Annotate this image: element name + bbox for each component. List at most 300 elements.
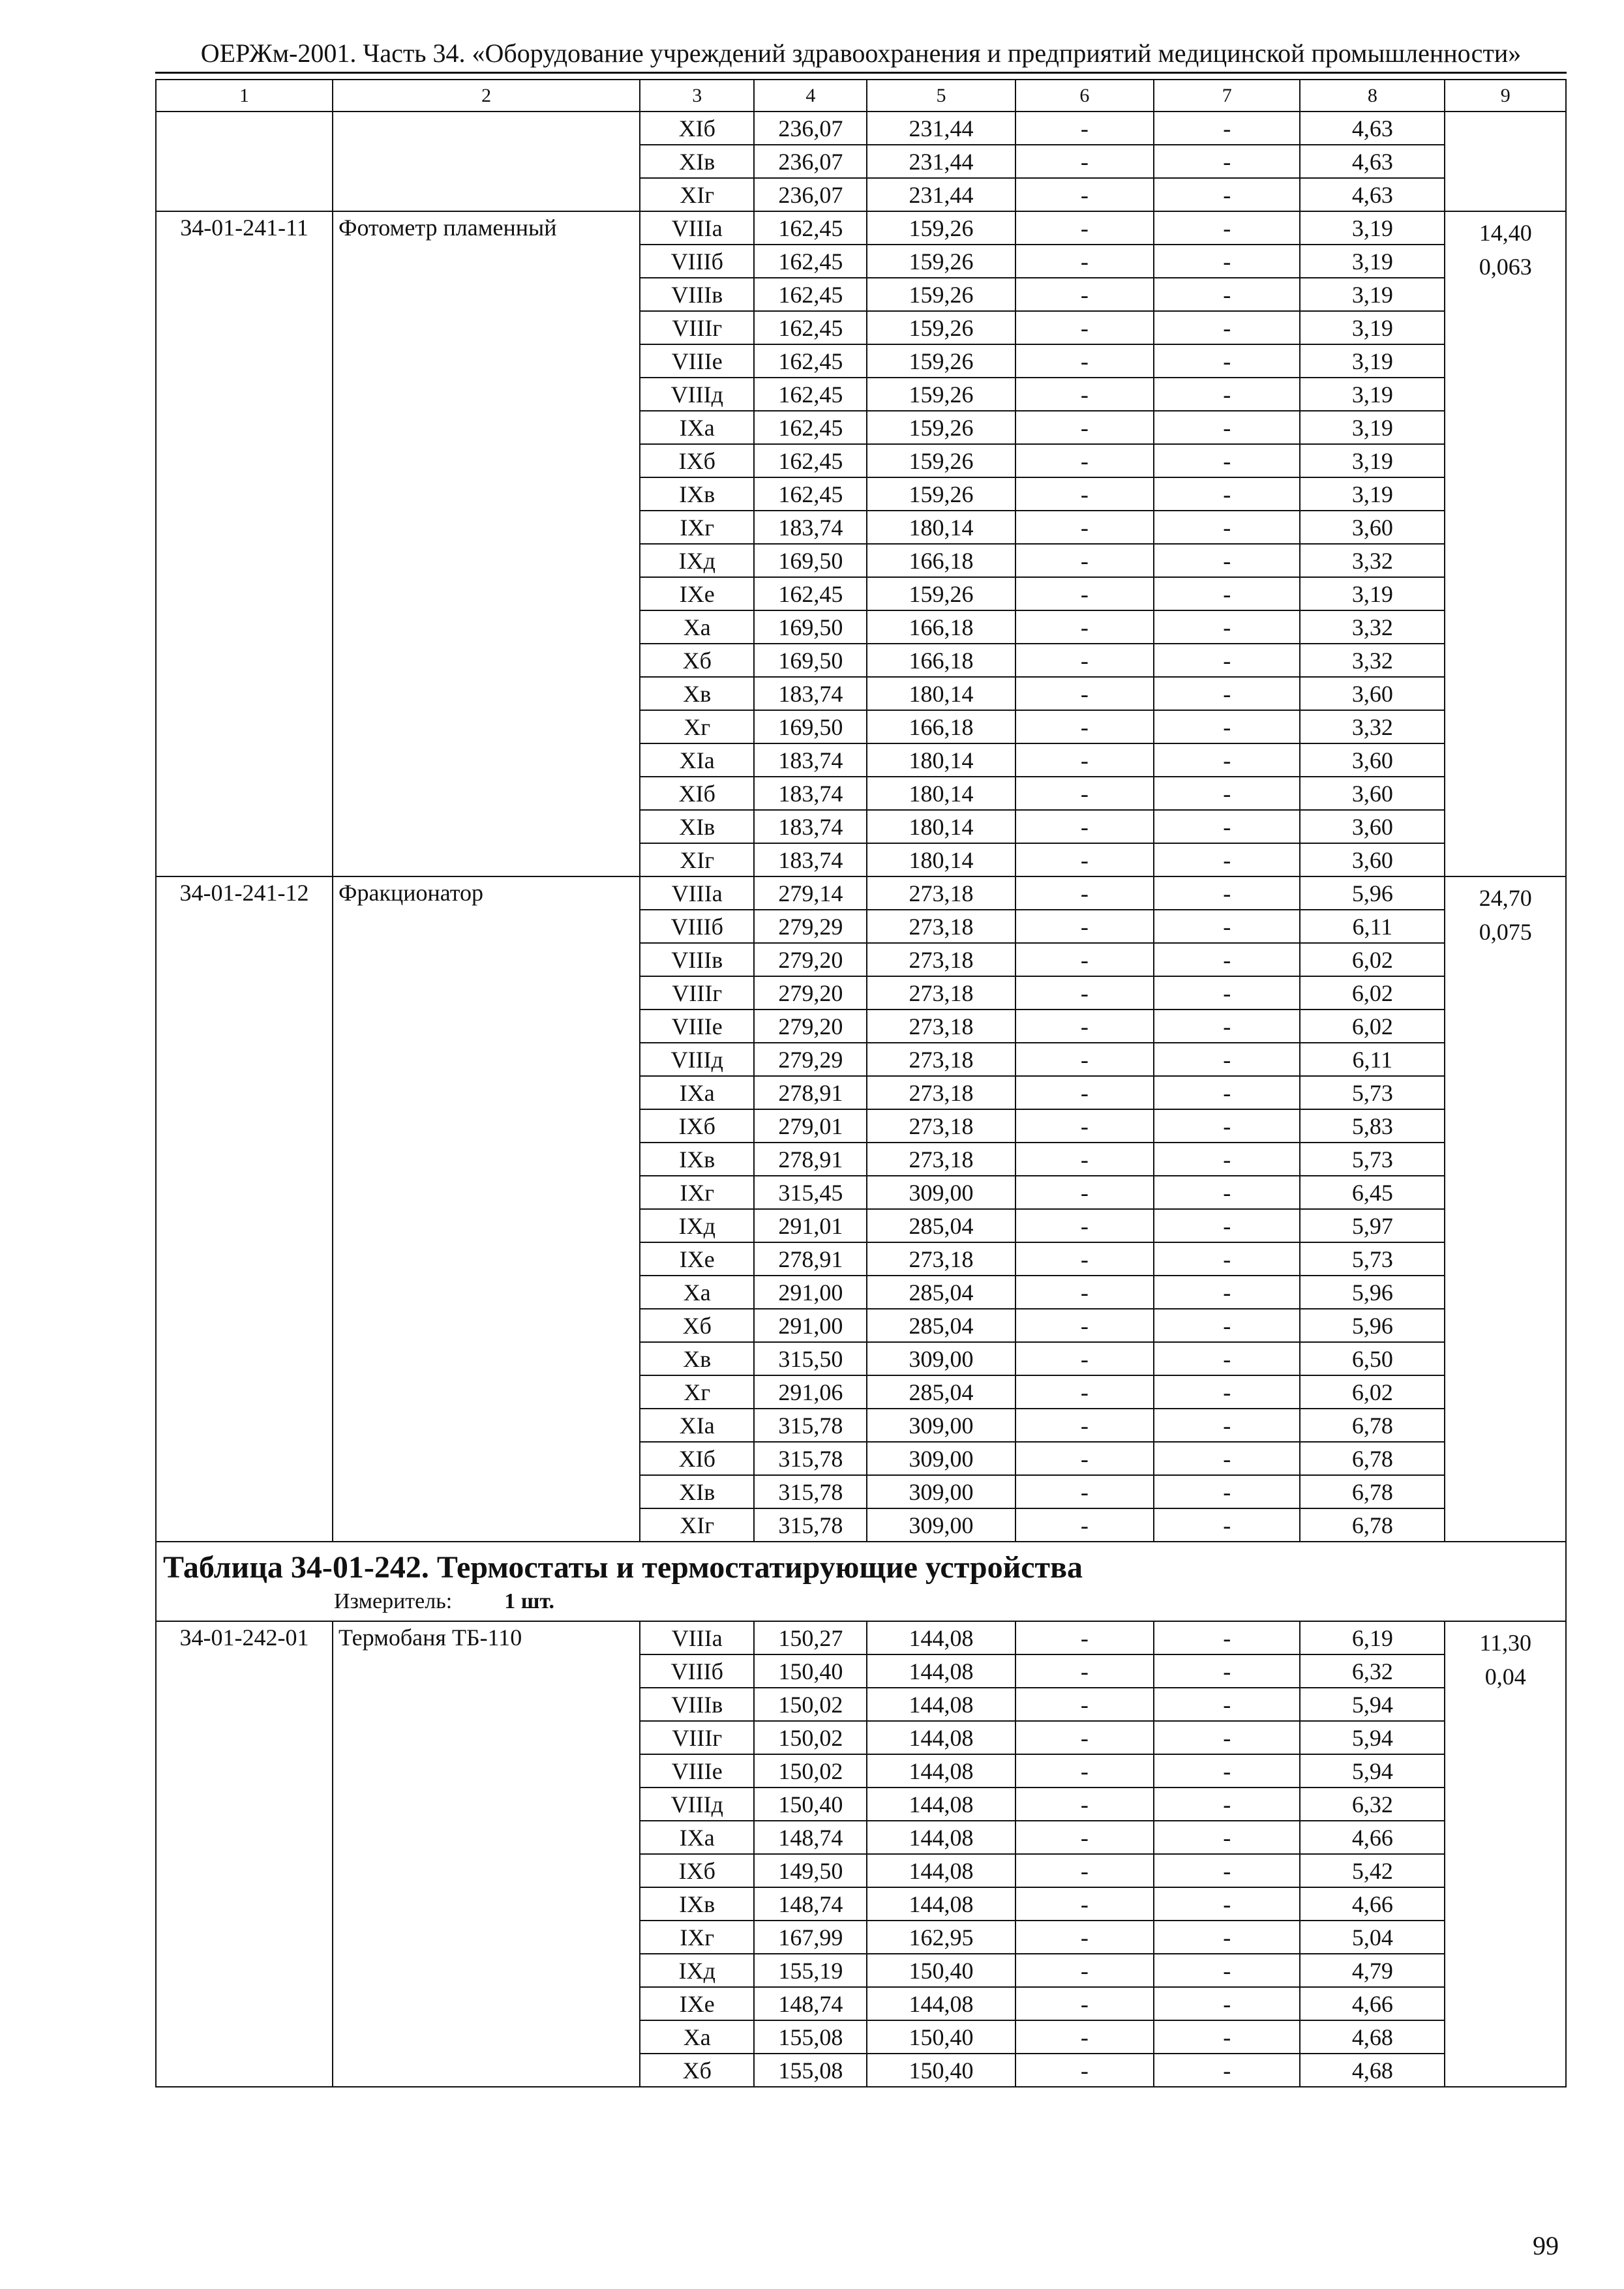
cost-total-cell: 183,74	[754, 743, 867, 777]
column-number: 4	[754, 80, 867, 112]
cost-material-cell: 3,32	[1300, 610, 1445, 644]
cost-wage-cell: 144,08	[867, 1688, 1015, 1721]
cost-wage-cell: 309,00	[867, 1342, 1015, 1375]
cost-material-cell: 6,02	[1300, 943, 1445, 976]
zone-cell: IXв	[640, 1143, 754, 1176]
cost-driver-cell: -	[1154, 1887, 1300, 1921]
cost-wage-cell: 273,18	[867, 1010, 1015, 1043]
column-number: 1	[156, 80, 333, 112]
cost-material-cell: 5,73	[1300, 1242, 1445, 1276]
cost-machine-cell: -	[1015, 1442, 1154, 1475]
cost-driver-cell: -	[1154, 145, 1300, 178]
cost-driver-cell: -	[1154, 777, 1300, 810]
cost-material-cell: 4,66	[1300, 1987, 1445, 2020]
cost-total-cell: 279,14	[754, 876, 867, 910]
cost-total-cell: 150,02	[754, 1688, 867, 1721]
cost-material-cell: 6,78	[1300, 1409, 1445, 1442]
rates-table	[155, 79, 1567, 2087]
cost-material-cell: 3,60	[1300, 511, 1445, 544]
zone-cell: VIIIв	[640, 278, 754, 311]
item-name: Фракционатор	[333, 876, 640, 1542]
cost-total-cell: 162,45	[754, 378, 867, 411]
zone-cell: Xв	[640, 677, 754, 710]
cost-total-cell: 315,50	[754, 1342, 867, 1375]
cost-material-cell: 4,66	[1300, 1887, 1445, 1921]
zone-cell: XIа	[640, 743, 754, 777]
column-number: 6	[1015, 80, 1154, 112]
cost-total-cell: 183,74	[754, 777, 867, 810]
item-name	[333, 112, 640, 211]
cost-total-cell: 150,40	[754, 1788, 867, 1821]
cost-total-cell: 236,07	[754, 178, 867, 211]
cost-material-cell: 3,60	[1300, 677, 1445, 710]
cost-total-cell: 183,74	[754, 511, 867, 544]
cost-material-cell: 5,96	[1300, 876, 1445, 910]
cost-wage-cell: 285,04	[867, 1209, 1015, 1242]
cost-material-cell: 3,19	[1300, 577, 1445, 610]
column-number: 9	[1445, 80, 1566, 112]
cost-total-cell: 162,45	[754, 444, 867, 477]
cost-driver-cell: -	[1154, 610, 1300, 644]
cost-wage-cell: 180,14	[867, 743, 1015, 777]
cost-machine-cell: -	[1015, 577, 1154, 610]
cost-total-cell: 162,45	[754, 211, 867, 245]
zone-cell: VIIIе	[640, 1754, 754, 1788]
cost-material-cell: 3,19	[1300, 211, 1445, 245]
cost-driver-cell: -	[1154, 411, 1300, 444]
header-rule	[155, 72, 1567, 74]
cost-driver-cell: -	[1154, 1242, 1300, 1276]
zone-cell: IXг	[640, 511, 754, 544]
cost-total-cell: 169,50	[754, 644, 867, 677]
cost-material-cell: 6,19	[1300, 1621, 1445, 1654]
cost-machine-cell: -	[1015, 677, 1154, 710]
cost-total-cell: 291,06	[754, 1375, 867, 1409]
cost-wage-cell: 159,26	[867, 344, 1015, 378]
cost-machine-cell: -	[1015, 1721, 1154, 1754]
zone-cell: XIг	[640, 843, 754, 876]
cost-material-cell: 3,19	[1300, 311, 1445, 344]
cost-wage-cell: 162,95	[867, 1921, 1015, 1954]
cost-machine-cell: -	[1015, 1688, 1154, 1721]
cost-machine-cell: -	[1015, 1788, 1154, 1821]
cost-driver-cell: -	[1154, 976, 1300, 1010]
cost-wage-cell: 159,26	[867, 211, 1015, 245]
cost-total-cell: 155,19	[754, 1954, 867, 1987]
cost-total-cell: 183,74	[754, 843, 867, 876]
cost-driver-cell: -	[1154, 1654, 1300, 1688]
cost-machine-cell: -	[1015, 344, 1154, 378]
cost-machine-cell: -	[1015, 1375, 1154, 1409]
cost-total-cell: 169,50	[754, 610, 867, 644]
cost-driver-cell: -	[1154, 943, 1300, 976]
cost-driver-cell: -	[1154, 1209, 1300, 1242]
cost-driver-cell: -	[1154, 1442, 1300, 1475]
cost-driver-cell: -	[1154, 477, 1300, 511]
section-title: Таблица 34-01-242. Термостаты и термостатирующие устройства	[163, 1550, 1083, 1585]
labor-cost-cell	[1445, 1621, 1566, 2087]
cost-material-cell: 6,32	[1300, 1654, 1445, 1688]
cost-wage-cell: 273,18	[867, 910, 1015, 943]
cost-machine-cell: -	[1015, 1342, 1154, 1375]
cost-driver-cell: -	[1154, 1109, 1300, 1143]
column-number: 2	[333, 80, 640, 112]
cost-machine-cell: -	[1015, 444, 1154, 477]
zone-cell: VIIIд	[640, 1788, 754, 1821]
cost-material-cell: 5,94	[1300, 1721, 1445, 1754]
cost-material-cell: 4,63	[1300, 112, 1445, 145]
cost-machine-cell: -	[1015, 1954, 1154, 1987]
zone-cell: IXа	[640, 1076, 754, 1109]
cost-driver-cell: -	[1154, 178, 1300, 211]
cost-total-cell: 291,00	[754, 1309, 867, 1342]
cost-machine-cell: -	[1015, 278, 1154, 311]
cost-machine-cell: -	[1015, 876, 1154, 910]
cost-wage-cell: 273,18	[867, 976, 1015, 1010]
zone-cell: VIIIб	[640, 1654, 754, 1688]
cost-wage-cell: 285,04	[867, 1309, 1015, 1342]
cost-wage-cell: 309,00	[867, 1508, 1015, 1542]
zone-cell: Xа	[640, 1276, 754, 1309]
cost-wage-cell: 144,08	[867, 1754, 1015, 1788]
cost-wage-cell: 144,08	[867, 1788, 1015, 1821]
cost-total-cell: 150,27	[754, 1621, 867, 1654]
cost-material-cell: 3,19	[1300, 278, 1445, 311]
zone-cell: IXд	[640, 1209, 754, 1242]
cost-machine-cell: -	[1015, 910, 1154, 943]
cost-total-cell: 291,00	[754, 1276, 867, 1309]
cost-driver-cell: -	[1154, 1309, 1300, 1342]
section-header-row	[156, 1542, 1566, 1621]
item-name: Фотометр пламенный	[333, 211, 640, 876]
cost-total-cell: 279,20	[754, 943, 867, 976]
column-number: 8	[1300, 80, 1445, 112]
cost-machine-cell: -	[1015, 1209, 1154, 1242]
cost-material-cell: 4,79	[1300, 1954, 1445, 1987]
zone-cell: IXе	[640, 1242, 754, 1276]
zone-cell: Xб	[640, 644, 754, 677]
item-code: 34-01-242-01	[156, 1621, 333, 2087]
table-row	[156, 1621, 1566, 1654]
cost-wage-cell: 231,44	[867, 178, 1015, 211]
labor-value: 24,70	[1479, 885, 1532, 911]
cost-total-cell: 162,45	[754, 245, 867, 278]
cost-wage-cell: 285,04	[867, 1276, 1015, 1309]
cost-wage-cell: 144,08	[867, 1654, 1015, 1688]
cost-driver-cell: -	[1154, 1788, 1300, 1821]
zone-cell: VIIIв	[640, 943, 754, 976]
zone-cell: XIв	[640, 1475, 754, 1508]
cost-total-cell: 169,50	[754, 710, 867, 743]
cost-driver-cell: -	[1154, 1508, 1300, 1542]
cost-driver-cell: -	[1154, 876, 1300, 910]
zone-cell: IXг	[640, 1176, 754, 1209]
cost-wage-cell: 150,40	[867, 2020, 1015, 2054]
cost-total-cell: 278,91	[754, 1076, 867, 1109]
zone-cell: IXб	[640, 1854, 754, 1887]
cost-machine-cell: -	[1015, 511, 1154, 544]
cost-driver-cell: -	[1154, 810, 1300, 843]
cost-wage-cell: 166,18	[867, 544, 1015, 577]
cost-wage-cell: 180,14	[867, 511, 1015, 544]
item-code: 34-01-241-11	[156, 211, 333, 876]
cost-machine-cell: -	[1015, 1621, 1154, 1654]
cost-wage-cell: 166,18	[867, 710, 1015, 743]
cost-material-cell: 6,11	[1300, 1043, 1445, 1076]
cost-material-cell: 3,19	[1300, 378, 1445, 411]
cost-driver-cell: -	[1154, 577, 1300, 610]
zone-cell: IXе	[640, 1987, 754, 2020]
cost-material-cell: 5,97	[1300, 1209, 1445, 1242]
cost-wage-cell: 159,26	[867, 378, 1015, 411]
cost-material-cell: 4,66	[1300, 1821, 1445, 1854]
cost-driver-cell: -	[1154, 1921, 1300, 1954]
cost-total-cell: 278,91	[754, 1242, 867, 1276]
cost-total-cell: 150,02	[754, 1754, 867, 1788]
column-number: 7	[1154, 80, 1300, 112]
cost-machine-cell: -	[1015, 1143, 1154, 1176]
cost-driver-cell: -	[1154, 112, 1300, 145]
zone-cell: Xв	[640, 1342, 754, 1375]
cost-machine-cell: -	[1015, 1076, 1154, 1109]
cost-machine-cell: -	[1015, 1475, 1154, 1508]
item-name: Термобаня ТБ-110	[333, 1621, 640, 2087]
zone-cell: Xа	[640, 610, 754, 644]
cost-total-cell: 148,74	[754, 1821, 867, 1854]
cost-wage-cell: 150,40	[867, 2054, 1015, 2087]
cost-material-cell: 3,32	[1300, 644, 1445, 677]
zone-cell: IXа	[640, 1821, 754, 1854]
cost-material-cell: 6,78	[1300, 1508, 1445, 1542]
cost-machine-cell: -	[1015, 1821, 1154, 1854]
cost-material-cell: 6,02	[1300, 1375, 1445, 1409]
cost-wage-cell: 180,14	[867, 677, 1015, 710]
cost-driver-cell: -	[1154, 311, 1300, 344]
cost-wage-cell: 309,00	[867, 1442, 1015, 1475]
cost-machine-cell: -	[1015, 1242, 1154, 1276]
cost-machine-cell: -	[1015, 743, 1154, 777]
cost-wage-cell: 180,14	[867, 843, 1015, 876]
cost-material-cell: 5,73	[1300, 1143, 1445, 1176]
cost-driver-cell: -	[1154, 1475, 1300, 1508]
cost-total-cell: 236,07	[754, 145, 867, 178]
cost-material-cell: 5,42	[1300, 1854, 1445, 1887]
cost-driver-cell: -	[1154, 278, 1300, 311]
cost-wage-cell: 159,26	[867, 411, 1015, 444]
cost-driver-cell: -	[1154, 1821, 1300, 1854]
cost-total-cell: 169,50	[754, 544, 867, 577]
cost-wage-cell: 150,40	[867, 1954, 1015, 1987]
cost-total-cell: 162,45	[754, 411, 867, 444]
cost-driver-cell: -	[1154, 710, 1300, 743]
zone-cell: IXд	[640, 544, 754, 577]
cost-wage-cell: 273,18	[867, 876, 1015, 910]
cost-machine-cell: -	[1015, 544, 1154, 577]
cost-total-cell: 148,74	[754, 1987, 867, 2020]
cost-total-cell: 315,78	[754, 1508, 867, 1542]
cost-material-cell: 6,45	[1300, 1176, 1445, 1209]
cost-material-cell: 6,78	[1300, 1442, 1445, 1475]
cost-machine-cell: -	[1015, 245, 1154, 278]
cost-machine-cell: -	[1015, 411, 1154, 444]
labor-value: 0,063	[1479, 254, 1532, 280]
cost-driver-cell: -	[1154, 1621, 1300, 1654]
labor-cost-cell	[1445, 876, 1566, 1542]
cost-material-cell: 6,02	[1300, 976, 1445, 1010]
cost-machine-cell: -	[1015, 378, 1154, 411]
cost-driver-cell: -	[1154, 1176, 1300, 1209]
labor-value: 11,30	[1479, 1630, 1532, 1656]
zone-cell: VIIIа	[640, 1621, 754, 1654]
cost-wage-cell: 166,18	[867, 610, 1015, 644]
column-number: 3	[640, 80, 754, 112]
unit-value: 1 шт.	[504, 1589, 555, 1613]
cost-material-cell: 6,78	[1300, 1475, 1445, 1508]
cost-total-cell: 279,20	[754, 1010, 867, 1043]
cost-machine-cell: -	[1015, 1043, 1154, 1076]
cost-total-cell: 162,45	[754, 311, 867, 344]
zone-cell: Xа	[640, 2020, 754, 2054]
cost-total-cell: 148,74	[754, 1887, 867, 1921]
zone-cell: Xг	[640, 1375, 754, 1409]
table-body	[156, 80, 1566, 2087]
cost-machine-cell: -	[1015, 1176, 1154, 1209]
zone-cell: IXд	[640, 1954, 754, 1987]
cost-material-cell: 5,04	[1300, 1921, 1445, 1954]
zone-cell: XIг	[640, 1508, 754, 1542]
cost-driver-cell: -	[1154, 1954, 1300, 1987]
cost-material-cell: 3,60	[1300, 777, 1445, 810]
labor-value: 0,075	[1479, 919, 1532, 946]
column-number-row	[156, 80, 1566, 112]
zone-cell: XIв	[640, 145, 754, 178]
cost-total-cell: 315,78	[754, 1475, 867, 1508]
cost-total-cell: 291,01	[754, 1209, 867, 1242]
cost-wage-cell: 309,00	[867, 1409, 1015, 1442]
cost-machine-cell: -	[1015, 644, 1154, 677]
cost-machine-cell: -	[1015, 1921, 1154, 1954]
page-number: 99	[1533, 2231, 1559, 2260]
cost-wage-cell: 231,44	[867, 112, 1015, 145]
cost-driver-cell: -	[1154, 1987, 1300, 2020]
cost-total-cell: 155,08	[754, 2020, 867, 2054]
cost-total-cell: 278,91	[754, 1143, 867, 1176]
zone-cell: XIб	[640, 1442, 754, 1475]
zone-cell: VIIIа	[640, 876, 754, 910]
cost-material-cell: 5,94	[1300, 1754, 1445, 1788]
zone-cell: IXе	[640, 577, 754, 610]
cost-driver-cell: -	[1154, 344, 1300, 378]
cost-driver-cell: -	[1154, 511, 1300, 544]
cost-material-cell: 4,68	[1300, 2020, 1445, 2054]
cost-total-cell: 279,20	[754, 976, 867, 1010]
cost-wage-cell: 159,26	[867, 577, 1015, 610]
cost-machine-cell: -	[1015, 1309, 1154, 1342]
table-row	[156, 211, 1566, 245]
cost-wage-cell: 273,18	[867, 943, 1015, 976]
cost-material-cell: 5,73	[1300, 1076, 1445, 1109]
labor-value: 0,04	[1484, 1664, 1526, 1690]
cost-machine-cell: -	[1015, 2020, 1154, 2054]
cost-material-cell: 5,83	[1300, 1109, 1445, 1143]
cost-material-cell: 3,60	[1300, 743, 1445, 777]
cost-total-cell: 315,45	[754, 1176, 867, 1209]
cost-machine-cell: -	[1015, 477, 1154, 511]
zone-cell: Xб	[640, 2054, 754, 2087]
cost-wage-cell: 273,18	[867, 1143, 1015, 1176]
cost-driver-cell: -	[1154, 644, 1300, 677]
cost-driver-cell: -	[1154, 2054, 1300, 2087]
column-number: 5	[867, 80, 1015, 112]
cost-wage-cell: 166,18	[867, 644, 1015, 677]
cost-total-cell: 315,78	[754, 1409, 867, 1442]
cost-total-cell: 315,78	[754, 1442, 867, 1475]
cost-machine-cell: -	[1015, 1109, 1154, 1143]
zone-cell: XIв	[640, 810, 754, 843]
cost-wage-cell: 144,08	[867, 1621, 1015, 1654]
cost-total-cell: 162,45	[754, 278, 867, 311]
cost-material-cell: 5,96	[1300, 1276, 1445, 1309]
cost-wage-cell: 309,00	[867, 1176, 1015, 1209]
section-header	[156, 1542, 1566, 1621]
table-row	[156, 876, 1566, 910]
table-row	[156, 112, 1566, 145]
cost-material-cell: 4,63	[1300, 178, 1445, 211]
cost-driver-cell: -	[1154, 1375, 1300, 1409]
cost-total-cell: 167,99	[754, 1921, 867, 1954]
cost-machine-cell: -	[1015, 710, 1154, 743]
cost-driver-cell: -	[1154, 444, 1300, 477]
cost-material-cell: 5,96	[1300, 1309, 1445, 1342]
cost-material-cell: 3,60	[1300, 810, 1445, 843]
zone-cell: VIIIе	[640, 1010, 754, 1043]
zone-cell: VIIIе	[640, 344, 754, 378]
cost-machine-cell: -	[1015, 1276, 1154, 1309]
cost-driver-cell: -	[1154, 2020, 1300, 2054]
cost-driver-cell: -	[1154, 1276, 1300, 1309]
zone-cell: IXб	[640, 444, 754, 477]
cost-driver-cell: -	[1154, 743, 1300, 777]
cost-material-cell: 6,02	[1300, 1010, 1445, 1043]
cost-machine-cell: -	[1015, 211, 1154, 245]
cost-wage-cell: 285,04	[867, 1375, 1015, 1409]
cost-wage-cell: 159,26	[867, 278, 1015, 311]
zone-cell: VIIIв	[640, 1688, 754, 1721]
cost-total-cell: 162,45	[754, 477, 867, 511]
cost-wage-cell: 273,18	[867, 1109, 1015, 1143]
labor-cost-cell	[1445, 211, 1566, 876]
cost-total-cell: 162,45	[754, 577, 867, 610]
cost-driver-cell: -	[1154, 211, 1300, 245]
zone-cell: Xг	[640, 710, 754, 743]
cost-machine-cell: -	[1015, 145, 1154, 178]
cost-total-cell: 236,07	[754, 112, 867, 145]
cost-wage-cell: 309,00	[867, 1475, 1015, 1508]
cost-driver-cell: -	[1154, 1076, 1300, 1109]
cost-wage-cell: 180,14	[867, 810, 1015, 843]
cost-driver-cell: -	[1154, 1010, 1300, 1043]
cost-wage-cell: 159,26	[867, 311, 1015, 344]
cost-total-cell: 279,29	[754, 1043, 867, 1076]
cost-machine-cell: -	[1015, 943, 1154, 976]
cost-machine-cell: -	[1015, 1754, 1154, 1788]
cost-machine-cell: -	[1015, 843, 1154, 876]
cost-driver-cell: -	[1154, 1721, 1300, 1754]
cost-wage-cell: 273,18	[867, 1242, 1015, 1276]
zone-cell: IXв	[640, 477, 754, 511]
cost-driver-cell: -	[1154, 1754, 1300, 1788]
cost-wage-cell: 273,18	[867, 1076, 1015, 1109]
